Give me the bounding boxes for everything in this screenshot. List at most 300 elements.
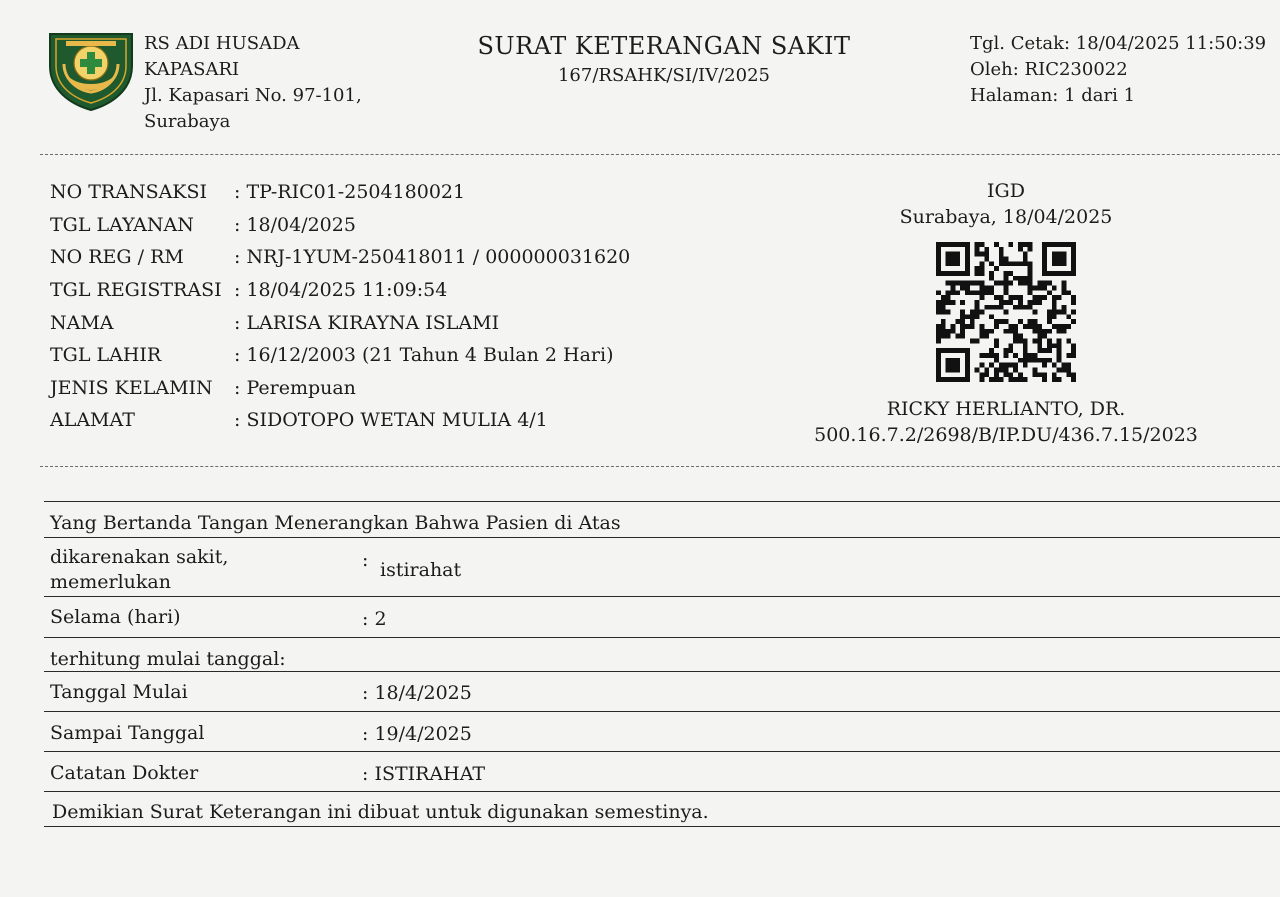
qr-module [1042, 348, 1047, 353]
qr-module [1008, 329, 1013, 334]
qr-module [989, 314, 994, 319]
qr-module [984, 305, 989, 310]
qr-module [941, 310, 946, 315]
qr-module [979, 285, 984, 290]
hospital-name-line1: RS ADI HUSADA [144, 33, 300, 54]
qr-module [1028, 266, 1033, 271]
qr-module [979, 295, 984, 300]
qr-module [984, 372, 989, 377]
qr-module [1033, 372, 1038, 377]
qr-module [1062, 252, 1067, 257]
qr-module [1004, 348, 1009, 353]
qr-module [946, 363, 951, 368]
info-label: NO REG / RM [50, 246, 184, 269]
qr-module [1013, 324, 1018, 329]
qr-module [1013, 339, 1018, 344]
qr-module [994, 377, 999, 382]
qr-module [970, 319, 975, 324]
page-number: Halaman: 1 dari 1 [970, 85, 1136, 106]
end-date-label: Sampai Tanggal [50, 722, 205, 744]
info-row-registration-date [50, 274, 630, 307]
qr-module [955, 358, 960, 363]
qr-module [994, 305, 999, 310]
qr-module [984, 329, 989, 334]
qr-module [1042, 261, 1047, 266]
qr-module [1004, 329, 1009, 334]
qr-module [965, 314, 970, 319]
qr-module [970, 339, 975, 344]
qr-module [946, 368, 951, 373]
qr-module [979, 353, 984, 358]
qr-module [936, 358, 941, 363]
qr-module [1033, 358, 1038, 363]
qr-module [1018, 372, 1023, 377]
qr-module [1071, 310, 1076, 315]
qr-module [1052, 372, 1057, 377]
qr-module [975, 368, 980, 373]
qr-module [1042, 358, 1047, 363]
qr-module [955, 242, 960, 247]
qr-module [1008, 295, 1013, 300]
qr-module [965, 256, 970, 261]
qr-module [1052, 343, 1057, 348]
qr-module [1042, 281, 1047, 286]
qr-module [975, 271, 980, 276]
qr-module [936, 266, 941, 271]
qr-module [999, 363, 1004, 368]
qr-module [1013, 353, 1018, 358]
qr-module [1047, 348, 1052, 353]
qr-module [1013, 295, 1018, 300]
qr-module [1028, 261, 1033, 266]
qr-module [1052, 305, 1057, 310]
qr-module [1023, 339, 1028, 344]
qr-module [994, 324, 999, 329]
qr-module [984, 353, 989, 358]
qr-module [1057, 252, 1062, 257]
qr-module [975, 252, 980, 257]
info-row-service-date [50, 209, 630, 242]
qr-module [950, 285, 955, 290]
qr-module [999, 247, 1004, 252]
qr-module [1066, 363, 1071, 368]
info-label: TGL LAHIR [50, 344, 162, 367]
qr-module [960, 324, 965, 329]
qr-module [950, 256, 955, 261]
info-row-birth-date [50, 339, 630, 372]
qr-module [1052, 310, 1057, 315]
qr-module [1023, 377, 1028, 382]
qr-module [955, 334, 960, 339]
hospital-address-line1: Jl. Kapasari No. 97-101, [144, 85, 362, 106]
qr-module [960, 329, 965, 334]
qr-module [1042, 252, 1047, 257]
qr-module [1033, 368, 1038, 373]
qr-module [1018, 339, 1023, 344]
qr-module [1071, 261, 1076, 266]
qr-module [960, 348, 965, 353]
info-row-reg-number [50, 241, 630, 274]
hospital-identity [144, 31, 362, 135]
qr-module [999, 295, 1004, 300]
qr-module [994, 368, 999, 373]
qr-module [1013, 261, 1018, 266]
qr-module [941, 271, 946, 276]
qr-module [950, 348, 955, 353]
qr-module [1008, 300, 1013, 305]
end-date-value: : 19/4/2025 [362, 723, 472, 745]
qr-module [1028, 281, 1033, 286]
qr-module [970, 314, 975, 319]
duration-label: Selama (hari) [50, 606, 181, 628]
table-line [44, 791, 1280, 792]
printed-by: Oleh: RIC230022 [970, 59, 1128, 80]
qr-module [1028, 285, 1033, 290]
qr-module [1018, 358, 1023, 363]
qr-module [941, 242, 946, 247]
table-line [44, 637, 1280, 638]
qr-module [1066, 271, 1071, 276]
qr-module [1013, 276, 1018, 281]
qr-module [1004, 310, 1009, 315]
qr-module [1018, 261, 1023, 266]
qr-module [999, 261, 1004, 266]
qr-module [989, 285, 994, 290]
qr-module [1042, 266, 1047, 271]
qr-module [999, 256, 1004, 261]
qr-module [1004, 319, 1009, 324]
qr-module [1071, 247, 1076, 252]
qr-module [1008, 242, 1013, 247]
info-label: ALAMAT [50, 409, 135, 432]
qr-module [1052, 377, 1057, 382]
document-title: SURAT KETERANGAN SAKIT [477, 32, 851, 60]
qr-module [1028, 271, 1033, 276]
qr-module [1057, 348, 1062, 353]
qr-module [936, 305, 941, 310]
qr-module [1062, 324, 1067, 329]
qr-module [999, 281, 1004, 286]
qr-module [1023, 242, 1028, 247]
qr-module [1047, 329, 1052, 334]
qr-module [989, 377, 994, 382]
qr-module [1071, 266, 1076, 271]
qr-module [936, 261, 941, 266]
qr-module [965, 363, 970, 368]
qr-module [1071, 242, 1076, 247]
qr-module [1066, 324, 1071, 329]
qr-module [936, 252, 941, 257]
qr-module [1013, 305, 1018, 310]
qr-module [1028, 242, 1033, 247]
qr-module [965, 368, 970, 373]
qr-module [1062, 310, 1067, 315]
qr-module [946, 281, 951, 286]
qr-module [975, 247, 980, 252]
print-date: Tgl. Cetak: 18/04/2025 11:50:39 [970, 33, 1267, 54]
qr-module [1004, 290, 1009, 295]
qr-module [1023, 353, 1028, 358]
qr-module [1028, 247, 1033, 252]
qr-module [936, 353, 941, 358]
qr-module [1004, 368, 1009, 373]
table-line [44, 671, 1280, 672]
qr-module [941, 329, 946, 334]
qr-module [965, 266, 970, 271]
qr-module [936, 300, 941, 305]
qr-module [946, 271, 951, 276]
qr-module [994, 281, 999, 286]
qr-module [1042, 256, 1047, 261]
qr-module [955, 368, 960, 373]
qr-module [941, 334, 946, 339]
qr-module [999, 305, 1004, 310]
qr-module [1047, 242, 1052, 247]
qr-module [1052, 324, 1057, 329]
qr-module [1052, 271, 1057, 276]
info-label: NAMA [50, 311, 114, 334]
qr-module [965, 348, 970, 353]
qr-module [1023, 343, 1028, 348]
qr-module [1052, 295, 1057, 300]
table-line [44, 826, 1280, 827]
qr-module [1037, 372, 1042, 377]
qr-module [975, 310, 980, 315]
qr-module [936, 368, 941, 373]
qr-module [946, 358, 951, 363]
qr-module [1004, 363, 1009, 368]
qr-module [955, 363, 960, 368]
qr-module [1004, 276, 1009, 281]
qr-module [1071, 343, 1076, 348]
qr-module [1052, 261, 1057, 266]
qr-module [946, 252, 951, 257]
qr-module [1013, 334, 1018, 339]
qr-module [1023, 305, 1028, 310]
qr-module [984, 290, 989, 295]
qr-module [1042, 285, 1047, 290]
qr-module [979, 324, 984, 329]
qr-module [1028, 305, 1033, 310]
qr-module [1023, 348, 1028, 353]
info-row-gender [50, 372, 630, 405]
qr-module [1047, 281, 1052, 286]
qr-module [1057, 261, 1062, 266]
qr-module [970, 290, 975, 295]
qr-module [955, 377, 960, 382]
qr-module [994, 353, 999, 358]
qr-module [1071, 377, 1076, 382]
qr-module [1042, 247, 1047, 252]
qr-module [1071, 348, 1076, 353]
qr-module [936, 334, 941, 339]
qr-module [979, 363, 984, 368]
qr-module [1018, 319, 1023, 324]
qr-module [1071, 271, 1076, 276]
qr-module [1018, 281, 1023, 286]
qr-module [950, 300, 955, 305]
qr-module [1042, 377, 1047, 382]
qr-module [946, 242, 951, 247]
qr-module [936, 247, 941, 252]
statement-intro: Yang Bertanda Tangan Menerangkan Bahwa Pasien di Atas [50, 512, 621, 534]
qr-module [979, 334, 984, 339]
qr-module [989, 305, 994, 310]
qr-module [936, 363, 941, 368]
qr-module [1023, 363, 1028, 368]
qr-module [975, 266, 980, 271]
qr-module [1023, 256, 1028, 261]
qr-module [1062, 271, 1067, 276]
document-number: 167/RSAHK/SI/IV/2025 [557, 65, 770, 86]
qr-module [1057, 310, 1062, 315]
qr-module [999, 368, 1004, 373]
qr-module [1033, 339, 1038, 344]
qr-module [946, 256, 951, 261]
qr-module [1066, 353, 1071, 358]
qr-module [979, 281, 984, 286]
qr-module [970, 281, 975, 286]
qr-module [1033, 295, 1038, 300]
qr-module [1008, 281, 1013, 286]
qr-module [994, 372, 999, 377]
table-line [44, 537, 1280, 538]
qr-module [946, 300, 951, 305]
qr-module [1062, 363, 1067, 368]
qr-module [979, 266, 984, 271]
qr-module [1066, 368, 1071, 373]
qr-module [1057, 343, 1062, 348]
qr-module [950, 329, 955, 334]
qr-module [984, 368, 989, 373]
qr-module [965, 324, 970, 329]
qr-module [1057, 295, 1062, 300]
qr-module [1062, 290, 1067, 295]
qr-module [955, 319, 960, 324]
qr-module [960, 300, 965, 305]
qr-module [1004, 353, 1009, 358]
doctor-notes-label: Catatan Dokter [50, 762, 199, 784]
qr-module [960, 334, 965, 339]
qr-module [955, 348, 960, 353]
qr-module [965, 261, 970, 266]
qr-module [936, 329, 941, 334]
info-value: : Perempuan [234, 376, 356, 399]
qr-module [1037, 358, 1042, 363]
qr-module [975, 339, 980, 344]
qr-module [1028, 290, 1033, 295]
qr-module [1037, 343, 1042, 348]
qr-module [1042, 271, 1047, 276]
qr-module [1057, 353, 1062, 358]
qr-module [960, 285, 965, 290]
qr-module [1066, 314, 1071, 319]
qr-module [965, 281, 970, 286]
info-value: : LARISA KIRAYNA ISLAMI [234, 311, 500, 334]
hospital-logo [46, 28, 136, 112]
qr-module [994, 319, 999, 324]
qr-module [975, 281, 980, 286]
table-line [44, 751, 1280, 752]
table-line [44, 596, 1280, 597]
info-row-transaction [50, 176, 630, 209]
needs-value: istirahat [380, 559, 462, 581]
qr-module [1042, 329, 1047, 334]
qr-module [1018, 334, 1023, 339]
qr-module [950, 281, 955, 286]
qr-module [1018, 300, 1023, 305]
qr-module [950, 377, 955, 382]
qr-module [989, 261, 994, 266]
qr-module [960, 271, 965, 276]
qr-module [1062, 305, 1067, 310]
qr-module [979, 372, 984, 377]
info-value: : SIDOTOPO WETAN MULIA 4/1 [234, 409, 548, 432]
qr-module [1023, 324, 1028, 329]
qr-module [1013, 329, 1018, 334]
qr-module [1037, 300, 1042, 305]
qr-module [946, 377, 951, 382]
qr-module [955, 290, 960, 295]
qr-module [1042, 363, 1047, 368]
qr-module [965, 377, 970, 382]
qr-module [1018, 295, 1023, 300]
qr-module [1037, 339, 1042, 344]
qr-module [946, 261, 951, 266]
header-divider [40, 154, 1280, 155]
info-row-address [50, 404, 630, 437]
qr-module [1047, 290, 1052, 295]
info-value: : TP-RIC01-2504180021 [234, 181, 466, 204]
print-info [970, 31, 1266, 109]
qr-module [946, 290, 951, 295]
qr-module [965, 242, 970, 247]
qr-module [1047, 339, 1052, 344]
needs-label-line1: dikarenakan sakit, [50, 546, 229, 568]
qr-module [1028, 276, 1033, 281]
qr-module [1042, 295, 1047, 300]
qr-module [999, 252, 1004, 257]
info-label: JENIS KELAMIN [50, 376, 213, 399]
qr-module [1033, 329, 1038, 334]
qr-module [936, 242, 941, 247]
qr-module [1071, 372, 1076, 377]
qr-module [989, 290, 994, 295]
qr-module [1028, 324, 1033, 329]
qr-module [994, 343, 999, 348]
qr-module [950, 242, 955, 247]
qr-module [1028, 319, 1033, 324]
qr-module [950, 252, 955, 257]
info-value: : 18/04/2025 11:09:54 [234, 279, 448, 302]
qr-module [970, 310, 975, 315]
qr-module [989, 276, 994, 281]
qr-module [1033, 300, 1038, 305]
qr-module [1062, 368, 1067, 373]
qr-module [936, 348, 941, 353]
qr-module [1008, 372, 1013, 377]
qr-module [1008, 271, 1013, 276]
qr-module [955, 261, 960, 266]
qr-module [1008, 324, 1013, 329]
qr-module [941, 295, 946, 300]
place-date: Surabaya, 18/04/2025 [899, 206, 1113, 228]
qr-module [979, 271, 984, 276]
patient-info [50, 176, 630, 437]
document-title-block [440, 30, 888, 90]
qr-module [950, 290, 955, 295]
qr-module [984, 247, 989, 252]
